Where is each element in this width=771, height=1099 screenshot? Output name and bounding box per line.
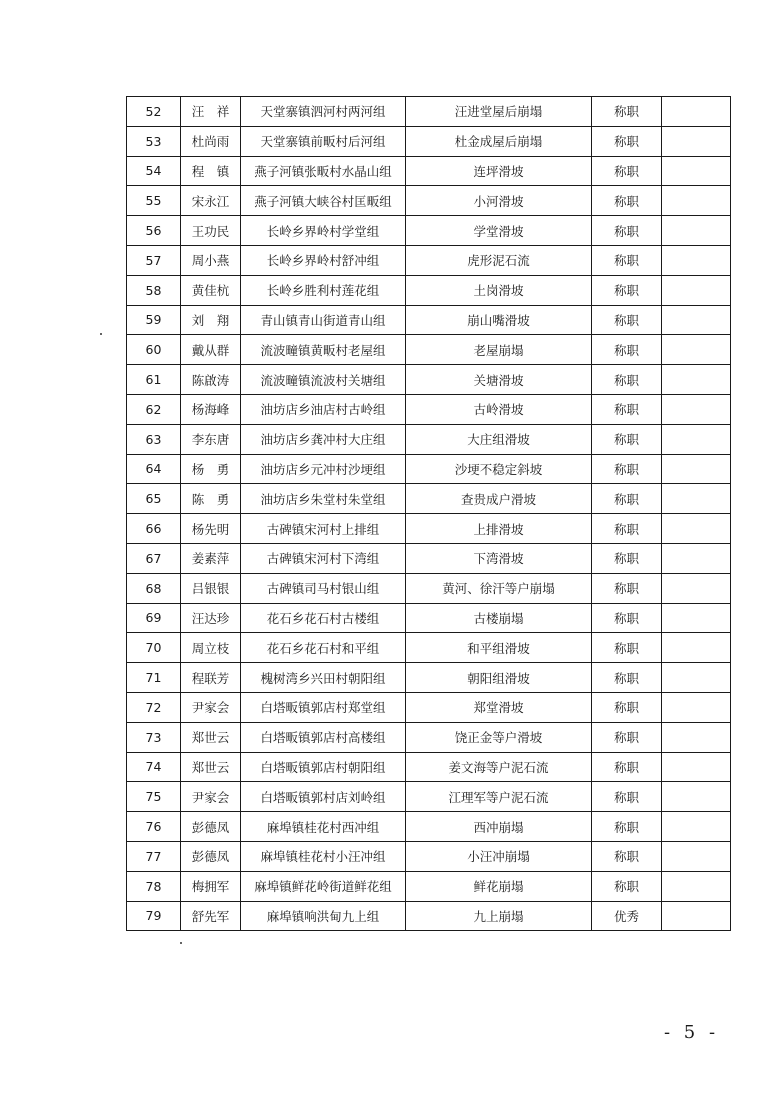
remark-cell [662,186,731,216]
evaluation-cell: 称职 [592,394,662,424]
hazard-point-cell: 朝阳组滑坡 [406,663,592,693]
row-number-cell: 54 [127,156,181,186]
location-cell: 麻埠镇响洪甸九上组 [241,901,406,931]
monitor-name-cell: 吕银银 [181,573,241,603]
monitor-name-cell: 杨海峰 [181,394,241,424]
evaluation-cell: 称职 [592,186,662,216]
evaluation-cell: 称职 [592,156,662,186]
table-row [127,424,731,454]
location-cell: 麻埠镇桂花村小汪冲组 [241,841,406,871]
location-cell: 麻埠镇桂花村西冲组 [241,812,406,842]
evaluation-cell: 称职 [592,97,662,127]
row-number-cell: 55 [127,186,181,216]
evaluation-cell: 称职 [592,692,662,722]
row-number-cell: 75 [127,782,181,812]
row-number-cell: 56 [127,216,181,246]
remark-cell [662,603,731,633]
evaluation-cell: 称职 [592,663,662,693]
row-number-cell: 62 [127,394,181,424]
remark-cell [662,126,731,156]
monitor-name-cell: 梅拥军 [181,871,241,901]
location-cell: 槐树湾乡兴田村朝阳组 [241,663,406,693]
monitor-name-cell: 李东唐 [181,424,241,454]
remark-cell [662,752,731,782]
remark-cell [662,275,731,305]
hazard-point-cell: 西冲崩塌 [406,812,592,842]
monitor-name-cell: 周立枝 [181,633,241,663]
evaluation-cell: 称职 [592,722,662,752]
evaluation-cell: 称职 [592,365,662,395]
hazard-point-cell: 古岭滑坡 [406,394,592,424]
evaluation-cell: 称职 [592,514,662,544]
location-cell: 长岭乡胜利村莲花组 [241,275,406,305]
row-number-cell: 76 [127,812,181,842]
monitor-name-cell: 杨 勇 [181,454,241,484]
monitor-name-cell: 郑世云 [181,722,241,752]
evaluation-cell: 称职 [592,335,662,365]
table-row [127,97,731,127]
monitor-name-cell: 程联芳 [181,663,241,693]
remark-cell [662,692,731,722]
monitor-name-cell: 尹家会 [181,782,241,812]
monitor-table-container [126,96,730,931]
evaluation-cell: 称职 [592,812,662,842]
row-number-cell: 69 [127,603,181,633]
table-row [127,692,731,722]
remark-cell [662,365,731,395]
hazard-point-cell: 鲜花崩塌 [406,871,592,901]
location-cell: 花石乡花石村和平组 [241,633,406,663]
hazard-point-cell: 杜金成屋后崩塌 [406,126,592,156]
table-row [127,633,731,663]
evaluation-cell: 称职 [592,752,662,782]
table-row [127,335,731,365]
table-row [127,543,731,573]
table-body [127,97,731,931]
monitor-name-cell: 周小燕 [181,245,241,275]
location-cell: 油坊店乡油店村古岭组 [241,394,406,424]
remark-cell [662,871,731,901]
row-number-cell: 71 [127,663,181,693]
remark-cell [662,663,731,693]
remark-cell [662,901,731,931]
row-number-cell: 79 [127,901,181,931]
hazard-point-cell: 江理军等户泥石流 [406,782,592,812]
table-row [127,603,731,633]
hazard-point-cell: 古楼崩塌 [406,603,592,633]
monitor-name-cell: 黄佳杭 [181,275,241,305]
table-row [127,186,731,216]
monitor-name-cell: 程 镇 [181,156,241,186]
location-cell: 天堂寨镇前畈村后河组 [241,126,406,156]
remark-cell [662,335,731,365]
location-cell: 花石乡花石村古楼组 [241,603,406,633]
table-row [127,871,731,901]
monitor-name-cell: 汪 祥 [181,97,241,127]
location-cell: 天堂寨镇泗河村两河组 [241,97,406,127]
location-cell: 青山镇青山街道青山组 [241,305,406,335]
table-row [127,841,731,871]
scan-speck [180,942,182,944]
table-row [127,365,731,395]
monitor-name-cell: 彭德凤 [181,841,241,871]
evaluation-cell: 优秀 [592,901,662,931]
scan-speck [100,333,102,335]
evaluation-cell: 称职 [592,573,662,603]
hazard-point-cell: 下湾滑坡 [406,543,592,573]
monitor-name-cell: 汪达珍 [181,603,241,633]
hazard-point-cell: 小河滑坡 [406,186,592,216]
row-number-cell: 58 [127,275,181,305]
table-row [127,454,731,484]
remark-cell [662,305,731,335]
page-number: - 5 - [664,1022,720,1043]
evaluation-cell: 称职 [592,275,662,305]
location-cell: 长岭乡界岭村舒冲组 [241,245,406,275]
hazard-point-cell: 大庄组滑坡 [406,424,592,454]
monitor-name-cell: 杜尚雨 [181,126,241,156]
hazard-point-cell: 姜文海等户泥石流 [406,752,592,782]
table-row [127,782,731,812]
row-number-cell: 53 [127,126,181,156]
location-cell: 油坊店乡元冲村沙埂组 [241,454,406,484]
hazard-point-cell: 崩山嘴滑坡 [406,305,592,335]
table-row [127,216,731,246]
evaluation-cell: 称职 [592,454,662,484]
hazard-point-cell: 关塘滑坡 [406,365,592,395]
table-row [127,663,731,693]
row-number-cell: 52 [127,97,181,127]
hazard-point-cell: 郑堂滑坡 [406,692,592,722]
row-number-cell: 70 [127,633,181,663]
hazard-point-cell: 沙埂不稳定斜坡 [406,454,592,484]
remark-cell [662,812,731,842]
table-row [127,514,731,544]
table-row [127,245,731,275]
remark-cell [662,245,731,275]
row-number-cell: 60 [127,335,181,365]
remark-cell [662,216,731,246]
hazard-point-cell: 汪进堂屋后崩塌 [406,97,592,127]
hazard-point-cell: 黄河、徐汗等户崩塌 [406,573,592,603]
row-number-cell: 63 [127,424,181,454]
location-cell: 麻埠镇鲜花岭街道鲜花组 [241,871,406,901]
remark-cell [662,573,731,603]
evaluation-cell: 称职 [592,216,662,246]
monitor-name-cell: 舒先军 [181,901,241,931]
location-cell: 白塔畈镇郭店村朝阳组 [241,752,406,782]
remark-cell [662,782,731,812]
row-number-cell: 59 [127,305,181,335]
location-cell: 燕子河镇大峡谷村匡畈组 [241,186,406,216]
monitor-name-cell: 陈 勇 [181,484,241,514]
location-cell: 白塔畈镇郭店村郑堂组 [241,692,406,722]
hazard-point-cell: 土岗滑坡 [406,275,592,305]
remark-cell [662,424,731,454]
table-row [127,394,731,424]
row-number-cell: 73 [127,722,181,752]
evaluation-cell: 称职 [592,543,662,573]
monitor-name-cell: 戴从群 [181,335,241,365]
table-row [127,812,731,842]
location-cell: 古碑镇宋河村上排组 [241,514,406,544]
monitor-name-cell: 彭德凤 [181,812,241,842]
monitor-name-cell: 陈啟涛 [181,365,241,395]
hazard-point-cell: 查贵成户滑坡 [406,484,592,514]
remark-cell [662,543,731,573]
remark-cell [662,841,731,871]
monitor-name-cell: 宋永江 [181,186,241,216]
row-number-cell: 57 [127,245,181,275]
monitor-evaluation-table [126,96,731,931]
location-cell: 长岭乡界岭村学堂组 [241,216,406,246]
evaluation-cell: 称职 [592,782,662,812]
evaluation-cell: 称职 [592,871,662,901]
table-row [127,722,731,752]
table-row [127,126,731,156]
remark-cell [662,97,731,127]
evaluation-cell: 称职 [592,484,662,514]
table-row [127,573,731,603]
location-cell: 白塔畈镇郭店村高楼组 [241,722,406,752]
row-number-cell: 68 [127,573,181,603]
hazard-point-cell: 上排滑坡 [406,514,592,544]
remark-cell [662,484,731,514]
table-row [127,305,731,335]
row-number-cell: 74 [127,752,181,782]
location-cell: 古碑镇宋河村下湾组 [241,543,406,573]
remark-cell [662,633,731,663]
hazard-point-cell: 连坪滑坡 [406,156,592,186]
evaluation-cell: 称职 [592,126,662,156]
hazard-point-cell: 学堂滑坡 [406,216,592,246]
table-row [127,156,731,186]
table-row [127,901,731,931]
table-row [127,752,731,782]
evaluation-cell: 称职 [592,603,662,633]
table-row [127,484,731,514]
hazard-point-cell: 老屋崩塌 [406,335,592,365]
hazard-point-cell: 饶正金等户滑坡 [406,722,592,752]
row-number-cell: 78 [127,871,181,901]
evaluation-cell: 称职 [592,633,662,663]
row-number-cell: 66 [127,514,181,544]
monitor-name-cell: 王功民 [181,216,241,246]
row-number-cell: 67 [127,543,181,573]
monitor-name-cell: 尹家会 [181,692,241,722]
remark-cell [662,514,731,544]
row-number-cell: 64 [127,454,181,484]
remark-cell [662,722,731,752]
row-number-cell: 65 [127,484,181,514]
remark-cell [662,394,731,424]
evaluation-cell: 称职 [592,245,662,275]
location-cell: 油坊店乡朱堂村朱堂组 [241,484,406,514]
monitor-name-cell: 杨先明 [181,514,241,544]
hazard-point-cell: 九上崩塌 [406,901,592,931]
evaluation-cell: 称职 [592,305,662,335]
row-number-cell: 72 [127,692,181,722]
table-row [127,275,731,305]
hazard-point-cell: 虎形泥石流 [406,245,592,275]
hazard-point-cell: 和平组滑坡 [406,633,592,663]
remark-cell [662,454,731,484]
location-cell: 流波疃镇流波村关塘组 [241,365,406,395]
hazard-point-cell: 小汪冲崩塌 [406,841,592,871]
location-cell: 古碑镇司马村银山组 [241,573,406,603]
row-number-cell: 61 [127,365,181,395]
monitor-name-cell: 郑世云 [181,752,241,782]
location-cell: 白塔畈镇郭村店刘岭组 [241,782,406,812]
location-cell: 燕子河镇张畈村水晶山组 [241,156,406,186]
monitor-name-cell: 刘 翔 [181,305,241,335]
remark-cell [662,156,731,186]
location-cell: 油坊店乡龚冲村大庄组 [241,424,406,454]
row-number-cell: 77 [127,841,181,871]
location-cell: 流波疃镇黄畈村老屋组 [241,335,406,365]
monitor-name-cell: 姜素萍 [181,543,241,573]
evaluation-cell: 称职 [592,841,662,871]
evaluation-cell: 称职 [592,424,662,454]
